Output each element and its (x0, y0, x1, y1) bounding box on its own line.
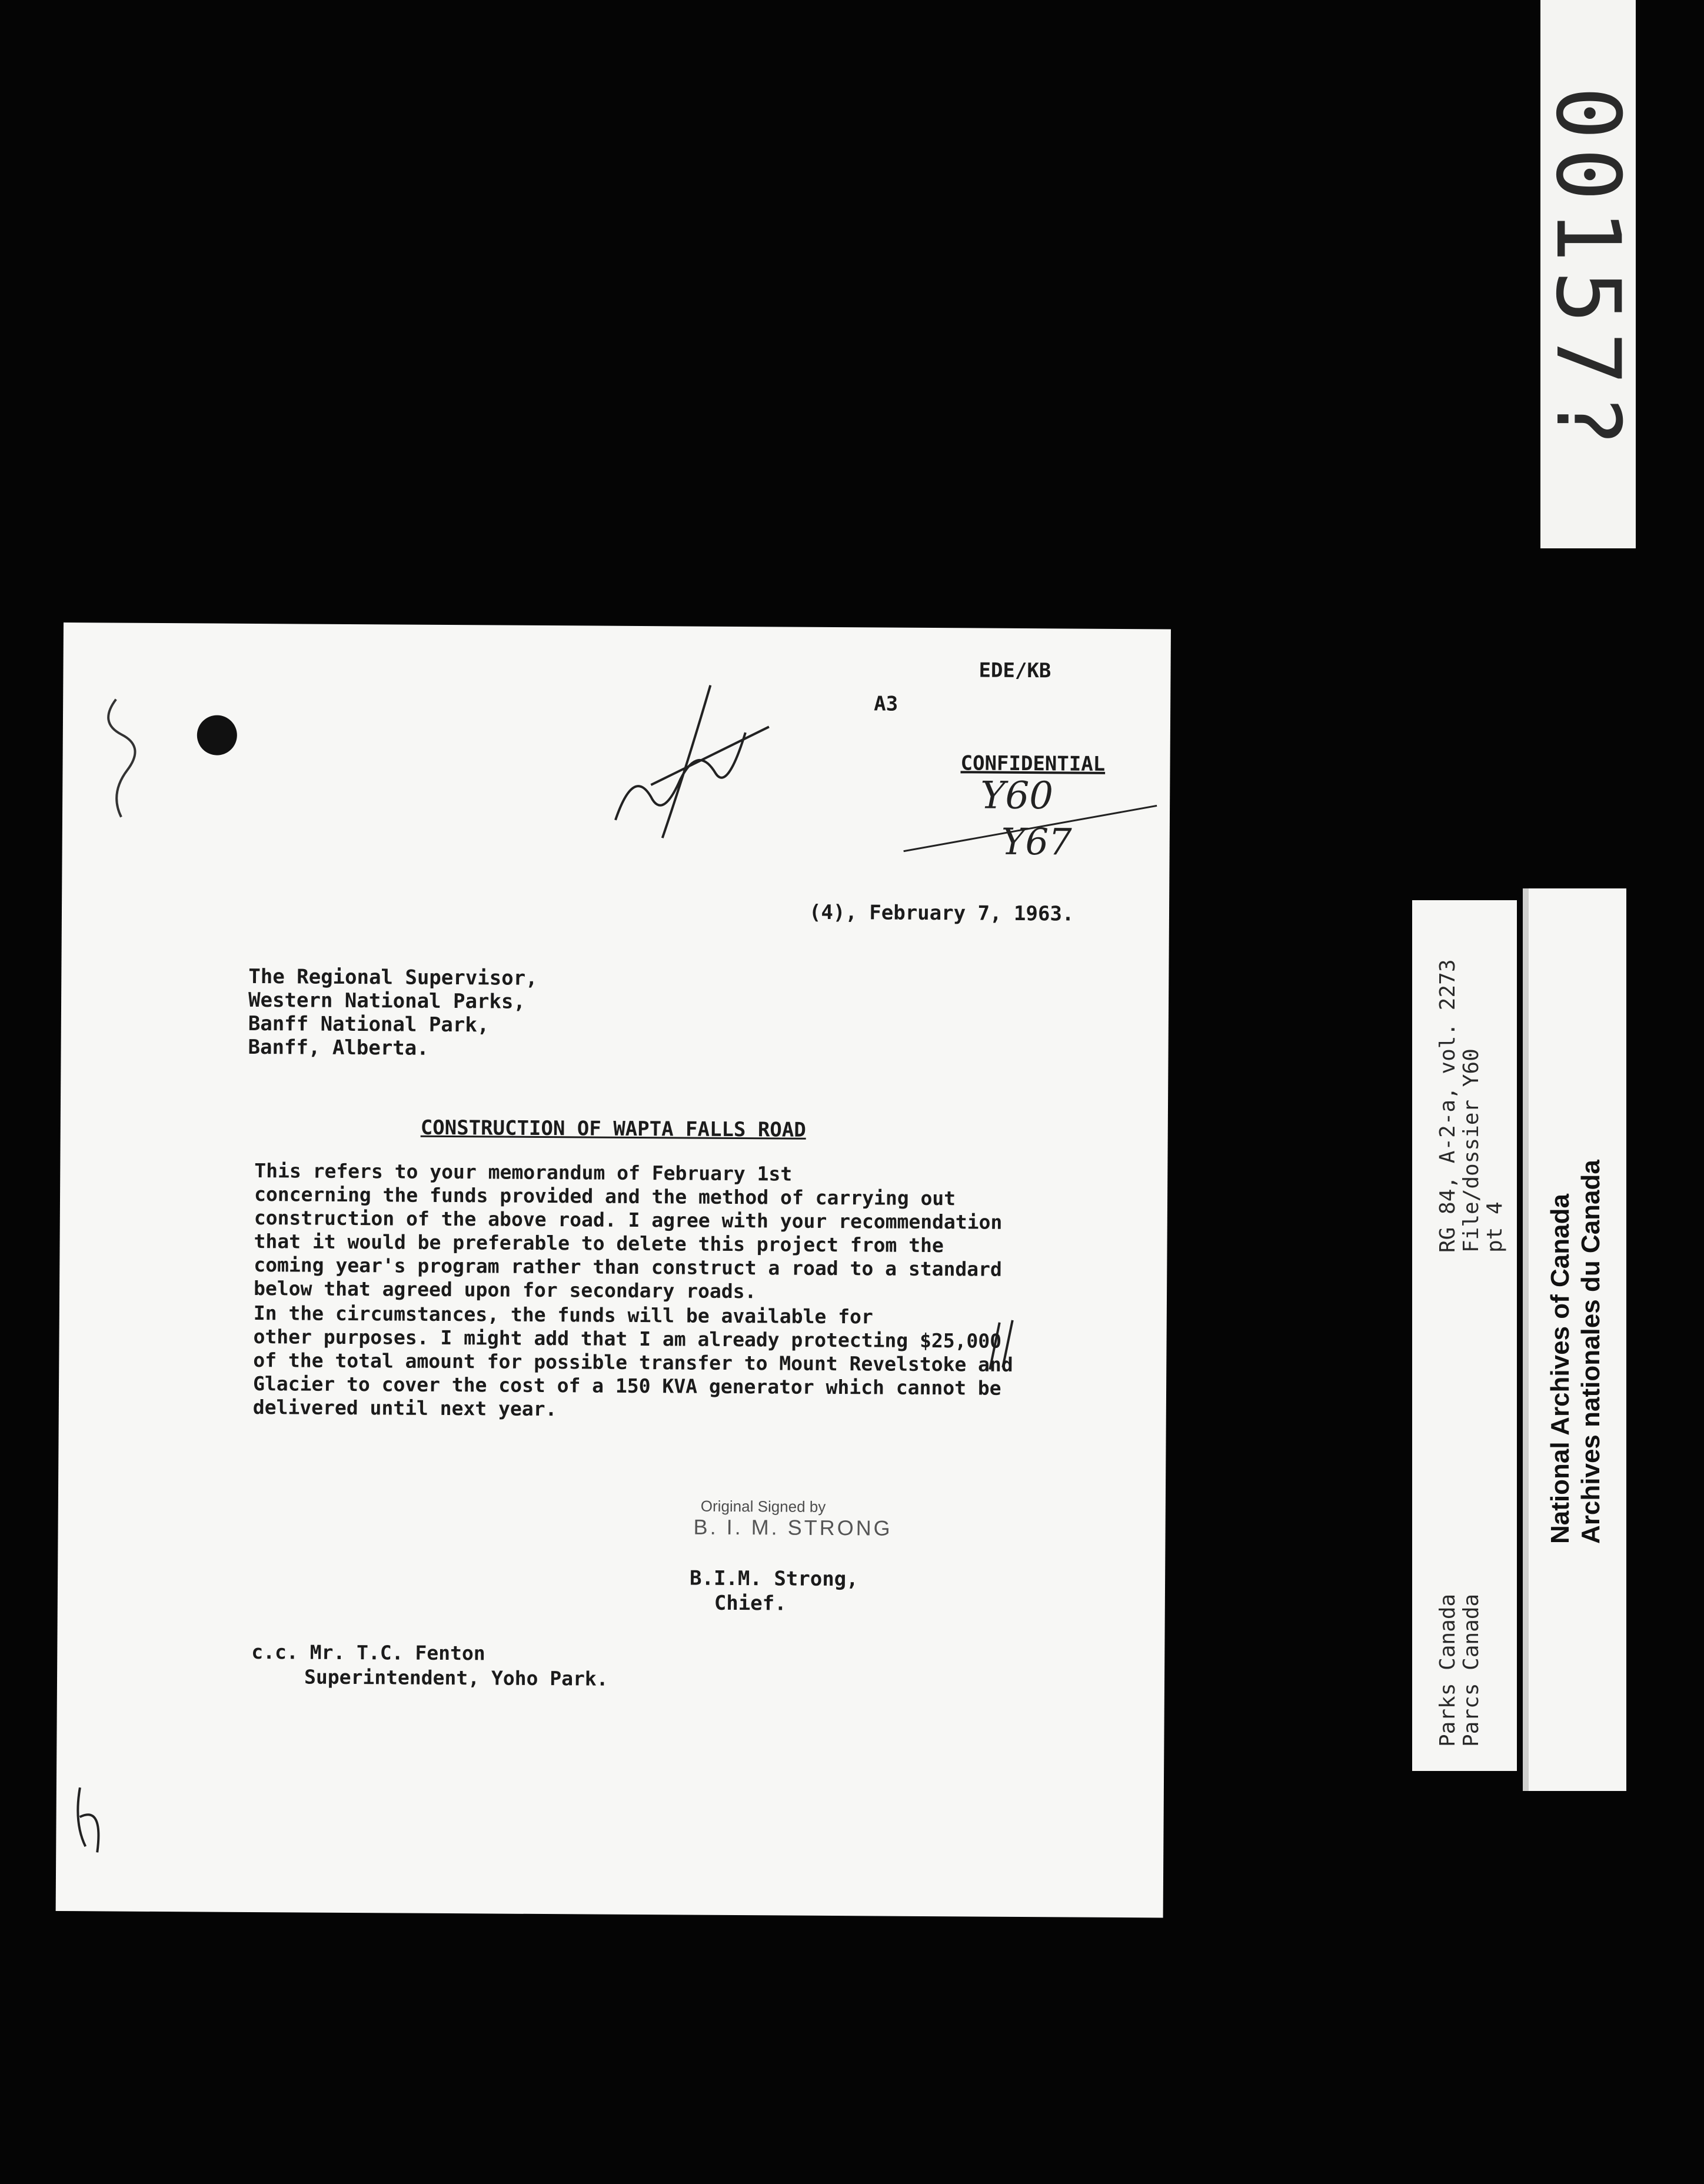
subject-heading: CONSTRUCTION OF WAPTA FALLS ROAD (420, 1116, 806, 1142)
institution-name-en: National Archives of Canada (1546, 1194, 1575, 1544)
carbon-copy-line: c.c. Mr. T.C. Fenton (251, 1640, 485, 1665)
margin-scribble (108, 699, 135, 817)
microfilm-frame-number (1536, 0, 1639, 548)
addressee-line: Banff National Park, (248, 1011, 490, 1037)
file-code: A3 (874, 692, 898, 716)
letter-page (56, 622, 1171, 1917)
record-reference (1436, 960, 1507, 1253)
signer-title: Chief. (714, 1591, 787, 1616)
addressee-line: The Regional Supervisor, (248, 964, 538, 990)
classification-heading: CONFIDENTIAL (960, 751, 1106, 776)
record-group: RG 84, A-2-a, vol. 2273 (1436, 959, 1460, 1253)
carbon-copy-title: Superintendent, Yoho Park. (304, 1665, 608, 1690)
file-part: pt 4 (1483, 1201, 1507, 1253)
addressee-block (248, 965, 537, 1061)
handwritten-file-annotation-2: Y67 (1001, 820, 1072, 864)
addressee-line: Western National Parks, (248, 988, 526, 1014)
institution-label (1523, 888, 1626, 1791)
agency-fr: Parcs Canada (1459, 1593, 1483, 1747)
archive-reference-label (1412, 900, 1517, 1771)
handwritten-file-annotation: Y60 (980, 774, 1054, 818)
body-paragraph-1: This refers to your memorandum of February 1st concerning the funds provided and the method of carrying out construction of the above road. I agree with your recommendation that it would be preferable to delete this project from the coming year's program rather than construct a road to a standard below that agreed upon for secondary roads. (253, 1158, 1003, 1303)
signature-stamp-name: B. I. M. STRONG (693, 1514, 893, 1540)
institution-name-fr: Archives nationales du Canada (1576, 1160, 1605, 1544)
signature-initials (615, 685, 770, 839)
signature-stamp-caption: Original Signed by (700, 1497, 826, 1516)
addressee-line: Banff, Alberta. (248, 1035, 429, 1060)
reference-code: EDE/KB (979, 658, 1051, 683)
frame-number-text: 00157? (1536, 86, 1639, 455)
body-paragraph-2: In the circumstances, the funds will be available for other purposes. I might add that I am already protecting $25,000 of the total amount for possible transfer to Mount Revelstoke and Glacier to cover the cost of a 150 KVA generator which cannot be delivered until next year. (252, 1301, 1013, 1421)
ink-blot (197, 715, 237, 755)
bottom-left-initial (78, 1787, 99, 1852)
signer-name: B.I.M. Strong, (689, 1566, 858, 1592)
agency-names (1436, 1594, 1483, 1747)
file-dossier: File/dossier Y60 (1459, 1048, 1483, 1253)
agency-en: Parks Canada (1436, 1593, 1460, 1747)
date-line: (4), February 7, 1963. (808, 900, 1074, 926)
